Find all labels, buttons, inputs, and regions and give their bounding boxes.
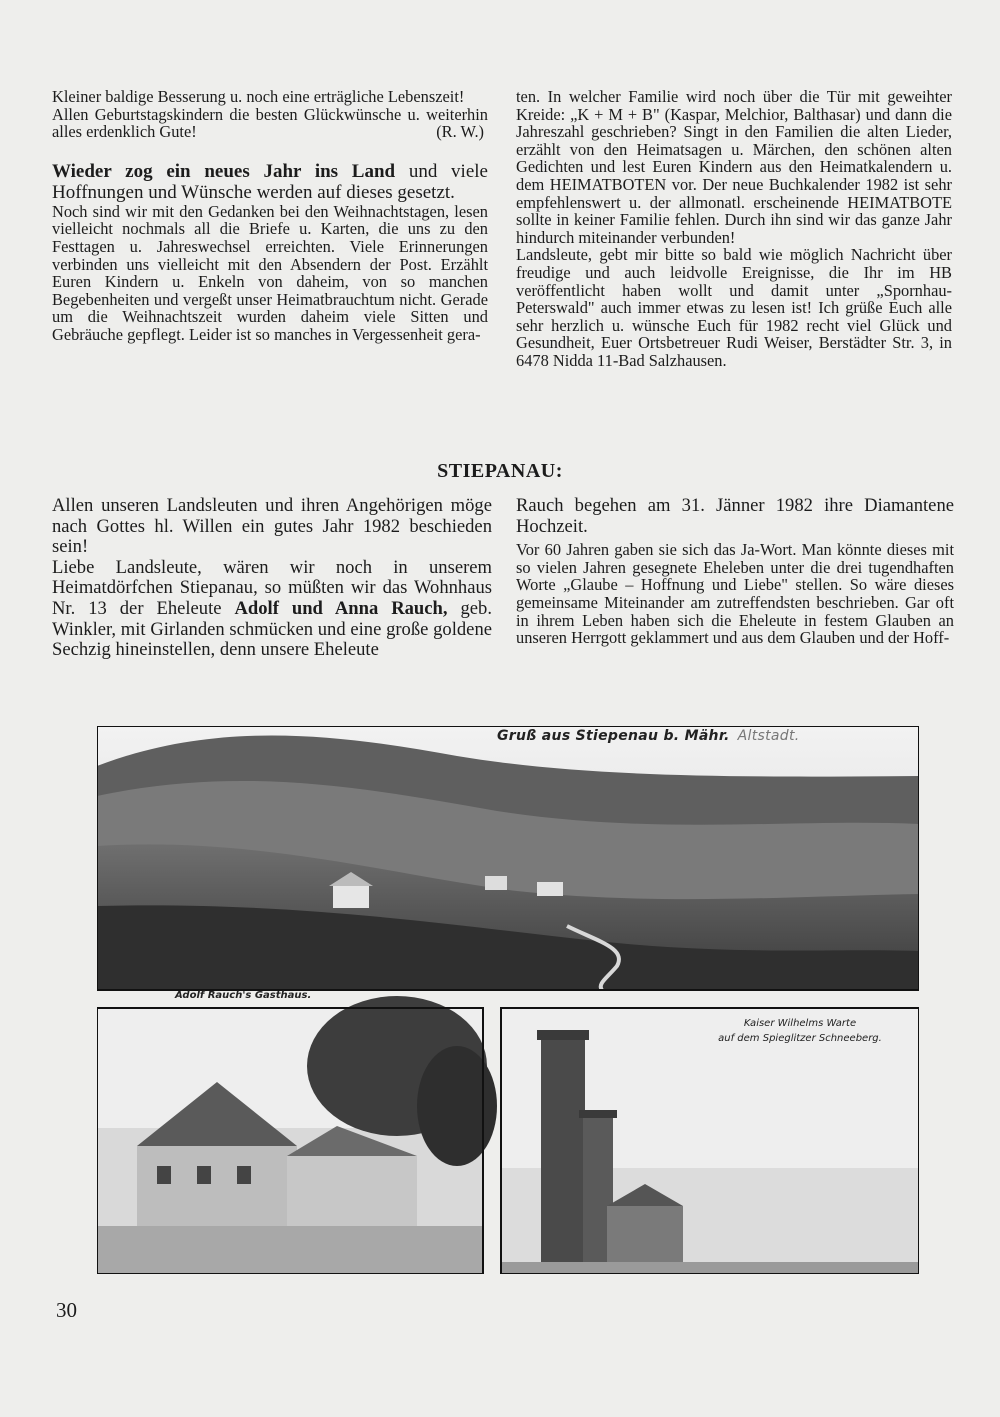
left-column-bottom xyxy=(52,496,492,661)
panorama-landscape xyxy=(97,726,919,990)
paragraph-recovery-wish: Kleiner baldige Besserung u. noch eine erträgliche Lebenszeit! xyxy=(52,87,465,106)
new-year-intro-bold: Wieder zog ein neues Jahr ins Land xyxy=(52,160,396,182)
new-year-intro xyxy=(52,161,488,203)
greeting-faint-text: Altstadt. xyxy=(737,728,800,744)
paragraph-new-year-greeting: Allen unseren Landsleuten und ihren Angehörigen möge nach Gottes hl. Willen ein gutes Jahr 1982 beschieden sein! xyxy=(52,495,492,558)
birthday-text: Allen Geburtstagskindern die besten Glückwünsche u. weiterhin alles erdenklich Gute! xyxy=(52,104,488,142)
section-heading-stiepanau: STIEPANAU: xyxy=(437,460,563,482)
signature-rw: (R. W.) xyxy=(436,122,484,142)
page-number: 30 xyxy=(56,1298,77,1322)
couple-names: Adolf und Anna Rauch, xyxy=(234,597,448,619)
tower-caption xyxy=(695,1016,905,1046)
postcard-photo xyxy=(97,726,919,1274)
paragraph-traditions: ten. In welcher Familie wird noch über die Tür mit geweihter Kreide: „K + M + B" (Kaspar, Melchior, Balthasar) und dann die Jahreszahl geschrieben? Singt in den Familien die alten Lieder, erzählt von den Heimatsagen u. Märchen, den schönen alten Gedichten und lest Euren Kindern aus den Heimatkalendern u. dem HEIMATBOTEN vor. Der neue Buchkalender 1982 ist sehr empfehlenswert u. der allmonatl. erscheinende HEIMATBOTE sollte in keiner Familie fehlen. Durch ihn sind wir das ganze Jahr hindurch miteinander verbunden! xyxy=(516,87,952,247)
tower-caption-line1: Kaiser Wilhelms Warte xyxy=(743,1018,857,1029)
anniversary-intro-start: Liebe Landsleute, wären wir noch in unserem Heimatdörfchen Stiepanau, so müßten wir das Wohnhaus Nr. 13 der Eheleute xyxy=(52,556,492,619)
left-column-top xyxy=(52,88,488,344)
greeting-text: Gruß aus Stiepenau b. Mähr. xyxy=(497,728,730,744)
paragraph-anniversary-intro xyxy=(52,558,492,661)
paragraph-birthday-wishes xyxy=(52,106,488,141)
tower-photo xyxy=(501,1008,919,1274)
right-column-top xyxy=(516,88,952,370)
right-column-bottom xyxy=(516,496,954,647)
gasthaus-photo xyxy=(97,996,497,1274)
paragraph-news-request: Landsleute, gebt mir bitte so bald wie möglich Nachricht über freudige und auch leidvolle Ereignisse, die Ihr im HB veröffentlicht haben wollt und damit unter „Spornhau-Peterswald" auch immer etwas zu lesen ist! Ich grüße Euch alle sehr herzlich u. wünsche Euch für 1982 recht viel Glück und Gesundheit, Euer Ortsbetreuer Rudi Weiser, Berstädter Str. 3, in 6478 Nidda 11-Bad Salzhausen. xyxy=(516,245,952,370)
paragraph-marriage-virtues: Vor 60 Jahren gaben sie sich das Ja-Wort. Man könnte dieses mit so vielen Jahren gesegnete Eheleben unter die drei tugendhaften Worte „Glaube – Hoffnung und Liebe" stellen. So wäre dieses gemeinsame Miteinander am zutreffendsten beschrieben. Gar oft in ihrem Leben haben sich die Eheleute in festem Glauben an unseren Herrgott geklammert und aus dem Glauben und der Hoff- xyxy=(516,540,954,648)
paragraph-christmas-memories: Noch sind wir mit den Gedanken bei den Weihnachtstagen, lesen vielleicht nochmals all die Briefe u. Karten, die uns zu den Festtagen u. Jahreswechsel erreichten. Viele Erinnerungen verbinden uns vielleicht mit den Absendern der Post. Erzählt Euren Kindern u. Enkeln von daheim, von so manchen Begebenheiten und vergeßt unser Heimatbrauchtum nicht. Gerade um die Weihnachtszeit wurden daheim viele Sitten und Gebräuche gepflegt. Leider ist so manches in Vergessenheit gera- xyxy=(52,201,488,344)
gasthaus-caption: Adolf Rauch's Gasthaus. xyxy=(175,990,312,1001)
paragraph-diamond-wedding: Rauch begehen am 31. Jänner 1982 ihre Diamantene Hochzeit. xyxy=(516,495,954,537)
tower-caption-line2: auf dem Spieglitzer Schneeberg. xyxy=(718,1033,882,1044)
anniversary-intro-end: geb. Winkler, mit Girlanden schmücken und eine große goldene Sechzig hineinstellen, denn unsere Eheleute xyxy=(52,597,492,661)
postcard-greeting-caption xyxy=(497,728,800,744)
new-year-intro-rest: und viele Hoffnungen und Wünsche werden auf dieses gesetzt. xyxy=(52,160,488,203)
